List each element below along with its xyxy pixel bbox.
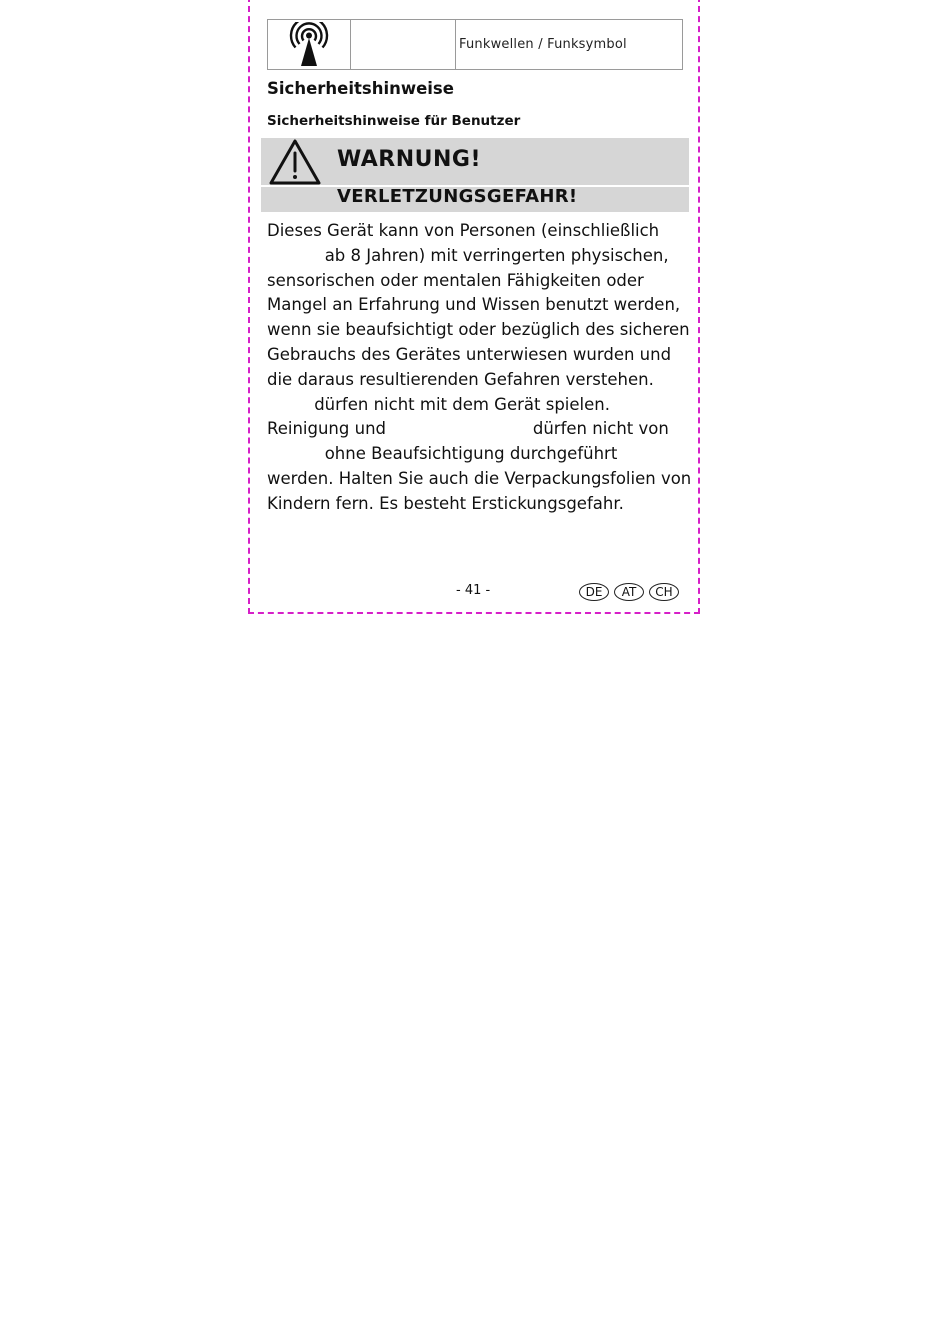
symbol-icon-cell: [268, 20, 351, 69]
paragraph-line: ab 8 Jahren) mit verringerten physischen,: [267, 245, 669, 265]
paragraph-line: Gebrauchs des Gerätes unterwiesen wurden und: [267, 344, 672, 364]
warning-box: [261, 138, 689, 212]
country-badge: DE: [579, 583, 609, 601]
symbol-description: Funkwellen / Funksymbol: [459, 37, 627, 52]
paragraph-line: Mangel an Erfahrung und Wissen benutzt werden,: [267, 295, 681, 315]
warning-title: WARNUNG!: [337, 147, 482, 172]
paragraph-line: Kindern fern. Es besteht Erstickungsgefahr.: [267, 493, 624, 513]
paragraph-line: Dieses Gerät kann von Personen (einschließlich: [267, 221, 660, 240]
paragraph-line: sensorischen oder mentalen Fähigkeiten oder: [267, 270, 644, 290]
paragraph-line: wenn sie beaufsichtigt oder bezüglich des sicheren: [267, 320, 690, 340]
country-badges: [579, 583, 679, 601]
symbol-table: [267, 19, 683, 70]
symbol-empty-cell: [351, 20, 456, 69]
country-badge: AT: [614, 583, 644, 601]
paragraph-line: Reinigung und dürfen nicht von: [267, 419, 669, 439]
radio-waves-icon: [289, 22, 329, 68]
paragraph-line: dürfen nicht mit dem Gerät spielen.: [267, 394, 610, 414]
paragraph-line: ohne Beaufsichtigung durchgeführt: [267, 444, 618, 464]
country-badge: CH: [649, 583, 679, 601]
subsection-heading: Sicherheitshinweise für Benutzer: [267, 113, 521, 129]
paragraph-line: die daraus resultierenden Gefahren verstehen.: [267, 369, 654, 389]
section-heading: Sicherheitshinweise: [267, 79, 454, 98]
paragraph-line: werden. Halten Sie auch die Verpackungsfolien von: [267, 468, 692, 488]
warning-subtitle: VERLETZUNGSGEFAHR!: [337, 186, 578, 207]
page-number: - 41 -: [456, 583, 491, 598]
safety-paragraph: [267, 219, 697, 517]
warning-triangle-icon: [268, 138, 322, 186]
